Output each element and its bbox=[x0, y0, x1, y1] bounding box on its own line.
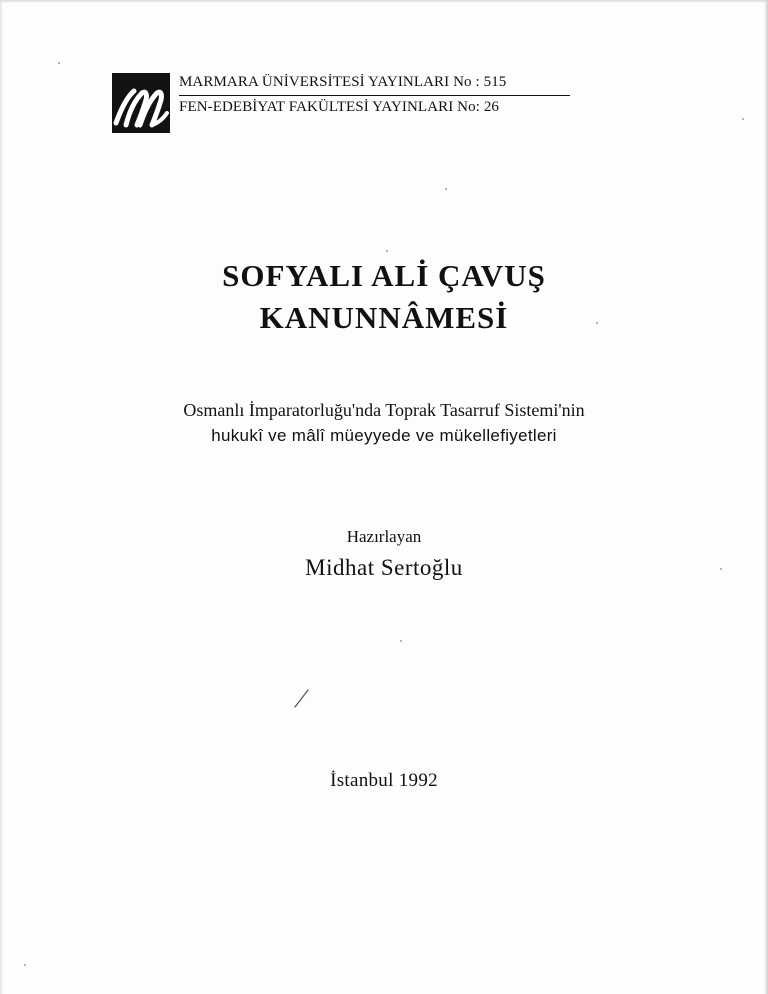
book-title-line-2: KANUNNÂMESİ bbox=[259, 300, 509, 335]
scan-speck bbox=[720, 568, 722, 570]
stray-pen-mark bbox=[292, 688, 310, 710]
book-title bbox=[0, 255, 768, 339]
author-name: Midhat Sertoğlu bbox=[305, 555, 463, 580]
scan-speck bbox=[386, 250, 388, 252]
scan-speck bbox=[400, 640, 402, 642]
book-subtitle-line-2: hukukî ve mâlî müeyyede ve mükellefiyetleri bbox=[211, 426, 557, 445]
marmara-university-logo-icon bbox=[112, 73, 170, 133]
scan-speck bbox=[24, 964, 26, 966]
series-info bbox=[179, 73, 579, 116]
book-subtitle-line-1: Osmanlı İmparatorluğu'nda Toprak Tasarruf Sistemi'nin bbox=[183, 400, 585, 420]
series-line-faculty: FEN-EDEBİYAT FAKÜLTESİ YAYINLARI No: 26 bbox=[179, 95, 570, 116]
credits-label: Hazırlayan bbox=[346, 527, 422, 546]
scan-speck bbox=[445, 188, 447, 190]
series-line-university: MARMARA ÜNİVERSİTESİ YAYINLARI No : 515 bbox=[179, 74, 507, 90]
book-subtitle bbox=[0, 398, 768, 448]
scan-speck bbox=[58, 62, 60, 64]
scan-speck bbox=[596, 322, 598, 324]
imprint: İstanbul 1992 bbox=[330, 770, 438, 791]
scan-edge-top bbox=[0, 0, 768, 3]
scan-edge-left bbox=[0, 0, 3, 994]
book-title-line-1: SOFYALI ALİ ÇAVUŞ bbox=[222, 258, 546, 293]
credits bbox=[0, 525, 768, 583]
scan-speck bbox=[742, 118, 744, 120]
scan-edge-right bbox=[764, 0, 768, 994]
